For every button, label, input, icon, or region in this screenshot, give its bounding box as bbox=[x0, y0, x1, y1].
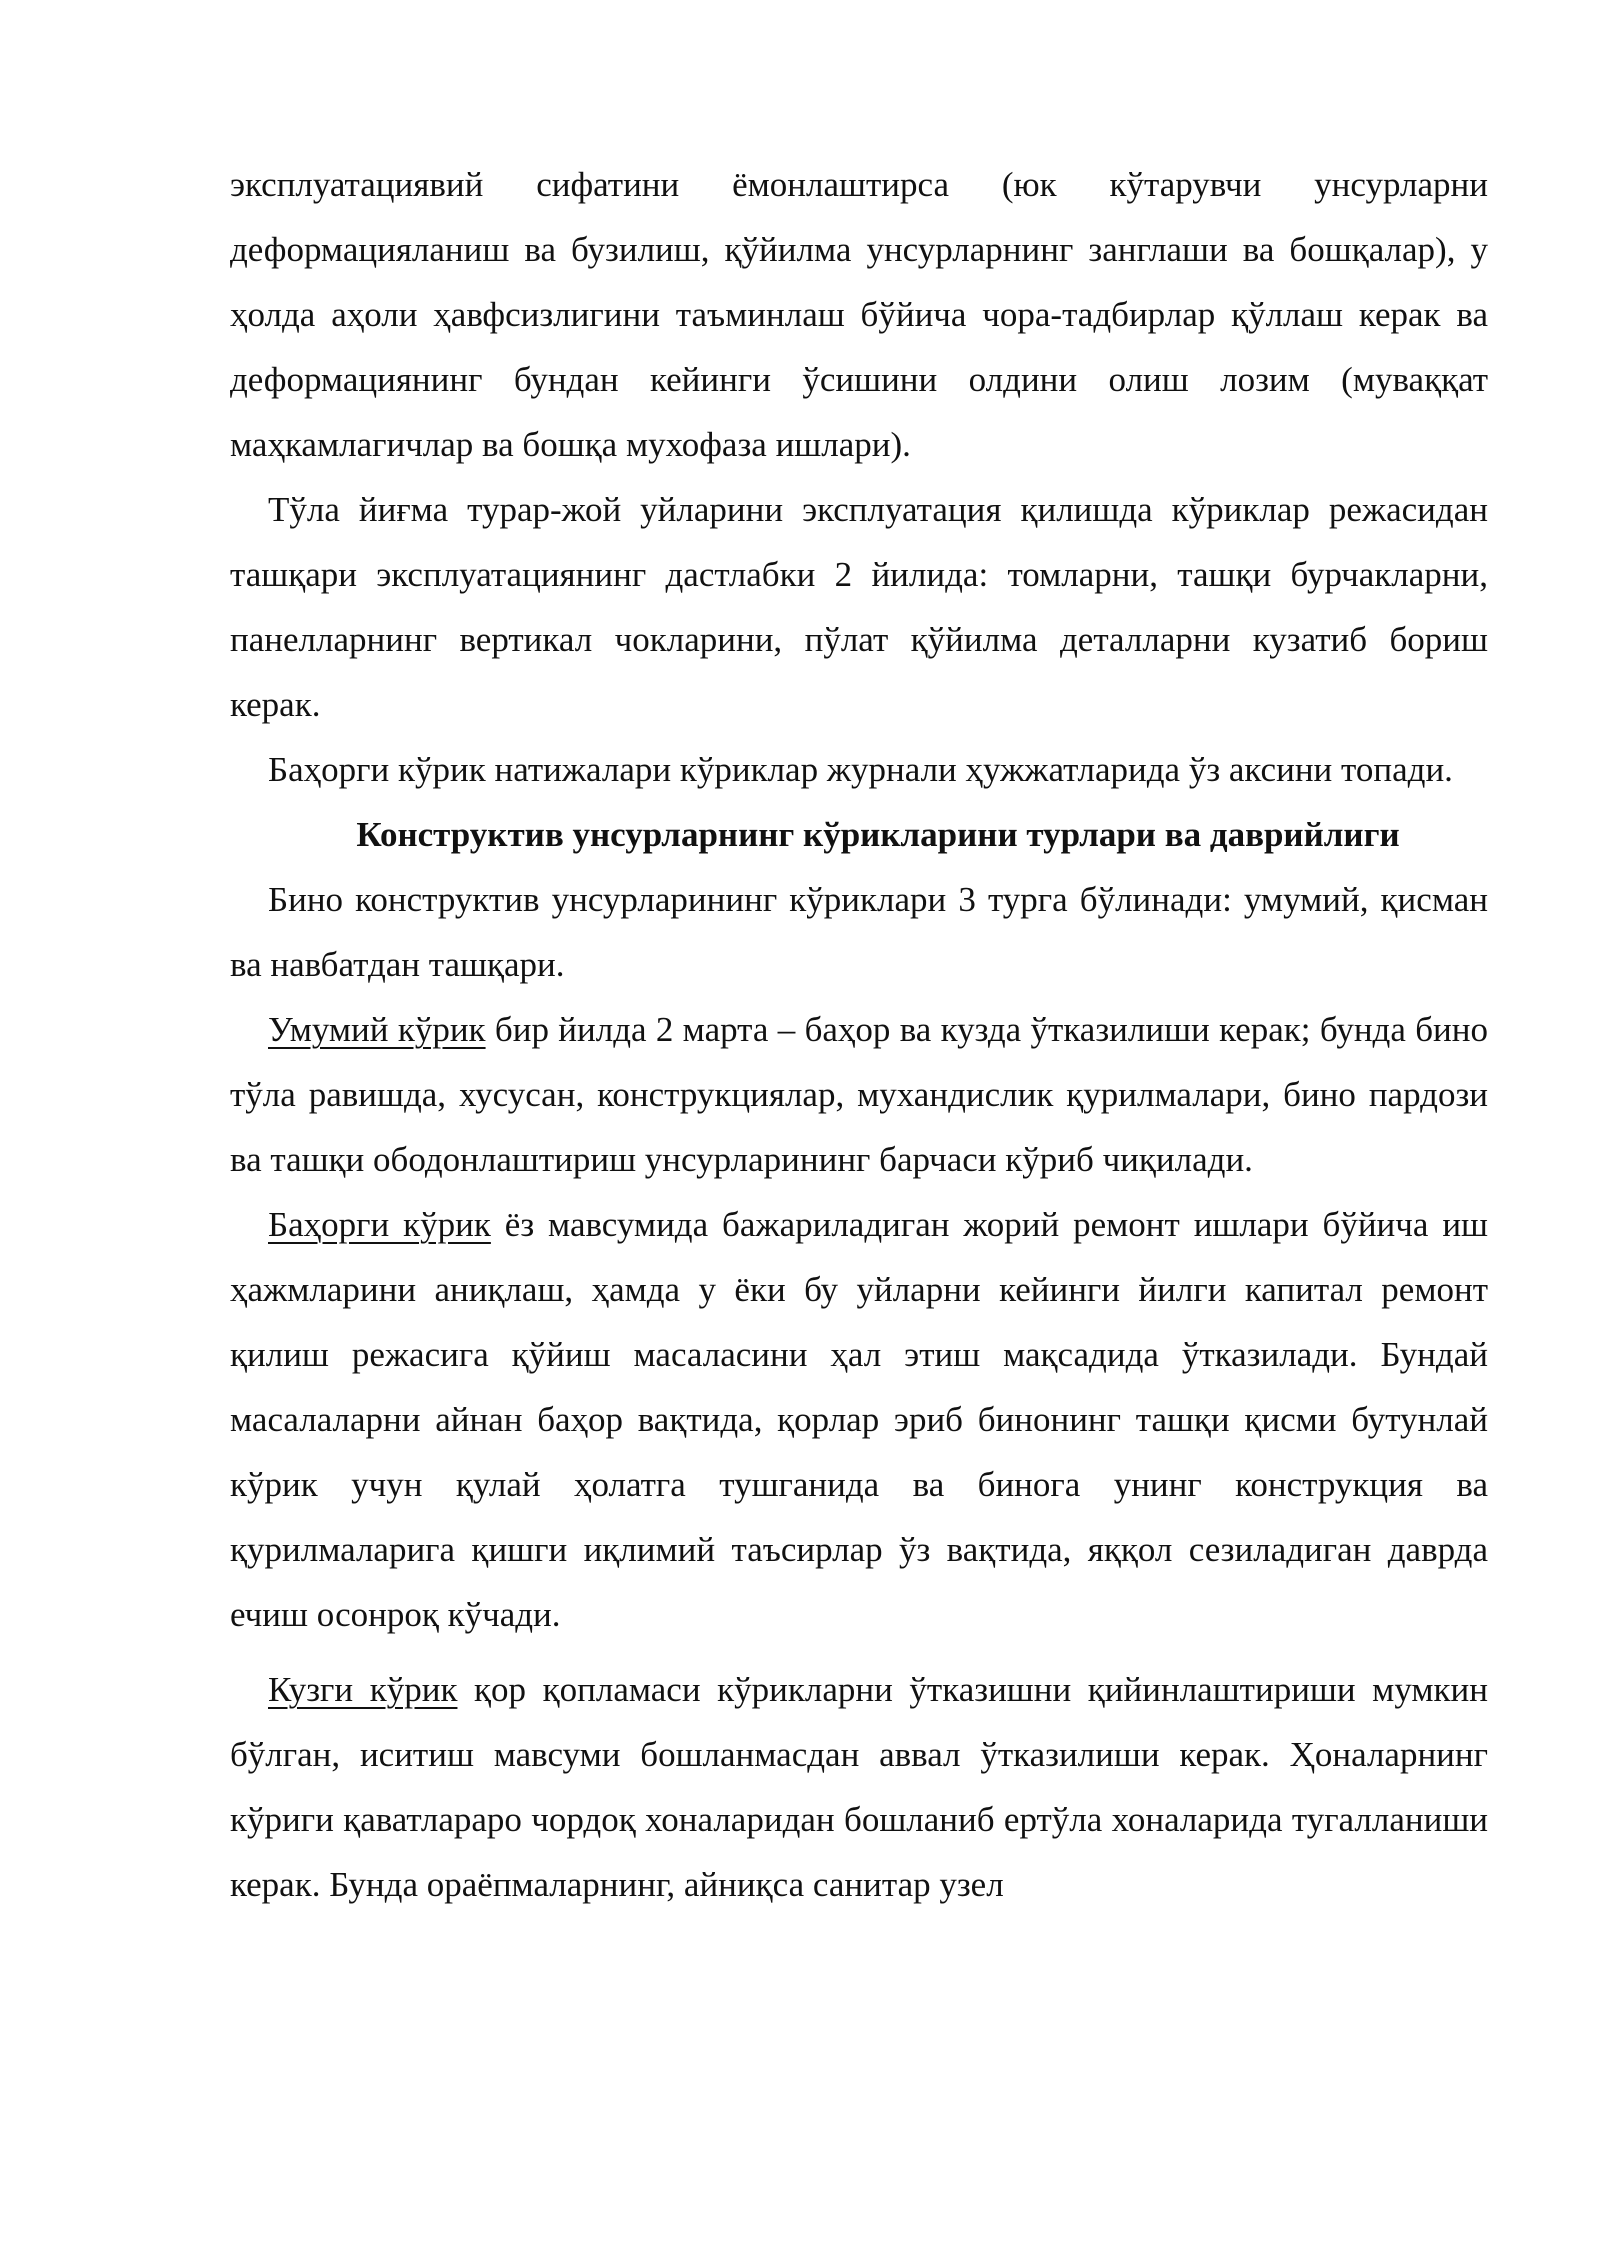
paragraph-5-text: бир йилда 2 марта – баҳор ва кузда ўтказилиши керак; бунда бино тўла равишда, хусусан, конструкциялар, мухандислик қурилмалари, бино пардози ва ташқи ободонлаштириш унсурларининг барчаси кўриб чиқилади. bbox=[230, 1010, 1488, 1179]
paragraph-6 bbox=[230, 1192, 1488, 1647]
paragraph-7-text: қор қопламаси кўрикларни ўтказишни қийинлаштириши мумкин бўлган, иситиш мавсуми бошланмасдан аввал ўтказилиши керак. Ҳоналарнинг кўриги қаватлараро чордоқ хоналаридан бошланиб ертўла хоналарида тугалланиши керак. Бунда ораёпмаларнинг, айниқса санитар узел bbox=[230, 1670, 1488, 1904]
paragraph-5 bbox=[230, 997, 1488, 1192]
paragraph-7 bbox=[230, 1657, 1488, 1917]
paragraph-4: Бино конструктив унсурларининг кўриклари 3 турга бўлинади: умумий, қисман ва навбатдан ташқари. bbox=[230, 880, 1488, 984]
paragraph-6-text: ёз мавсумида бажариладиган жорий ремонт ишлари бўйича иш ҳажмларини аниқлаш, ҳамда у ёки бу уйларни кейинги йилги капитал ремонт қилиш режасига қўйиш масаласини ҳал этиш мақсадида ўтказилади. Бундай масалаларни айнан баҳор вақтида, қорлар эриб бинонинг ташқи қисми бутунлай кўрик учун қулай ҳолатга тушганида ва бинога унинг конструкция ва қурилмаларига қишги иқлимий таъсирлар ўз вақтида, яққол сезиладиган даврда ечиш осонроқ кўчади. bbox=[230, 1205, 1488, 1634]
section-heading: Конструктив унсурларнинг кўрикларини турлари ва даврийлиги bbox=[356, 815, 1400, 854]
term-general-inspection: Умумий кўрик bbox=[268, 1010, 486, 1049]
paragraph-3: Баҳорги кўрик натижалари кўриклар журнали ҳужжатларида ўз аксини топади. bbox=[268, 750, 1453, 789]
term-autumn-inspection: Кузги кўрик bbox=[268, 1670, 458, 1709]
term-spring-inspection: Баҳорги кўрик bbox=[268, 1205, 491, 1244]
paragraph-1: эксплуатациявий сифатини ёмонлаштирса (юк кўтарувчи унсурларни деформацияланиш ва бузилиш, қўйилма унсурларнинг занглаши ва бошқалар), у ҳолда аҳоли ҳавфсизлигини таъминлаш бўйича чора-тадбирлар қўллаш керак ва деформациянинг бундан кейинги ўсишини олдини олиш лозим (муваққат маҳкамлагичлар ва бошқа мухофаза ишлари). bbox=[230, 165, 1488, 464]
paragraph-2: Тўла йиғма турар-жой уйларини эксплуатация қилишда кўриклар режасидан ташқари эксплуатациянинг дастлабки 2 йилида: томларни, ташқи бурчакларни, панелларнинг вертикал чокларини, пўлат қўйилма деталларни кузатиб бориш керак. bbox=[230, 490, 1488, 724]
document-page bbox=[230, 152, 1488, 1917]
